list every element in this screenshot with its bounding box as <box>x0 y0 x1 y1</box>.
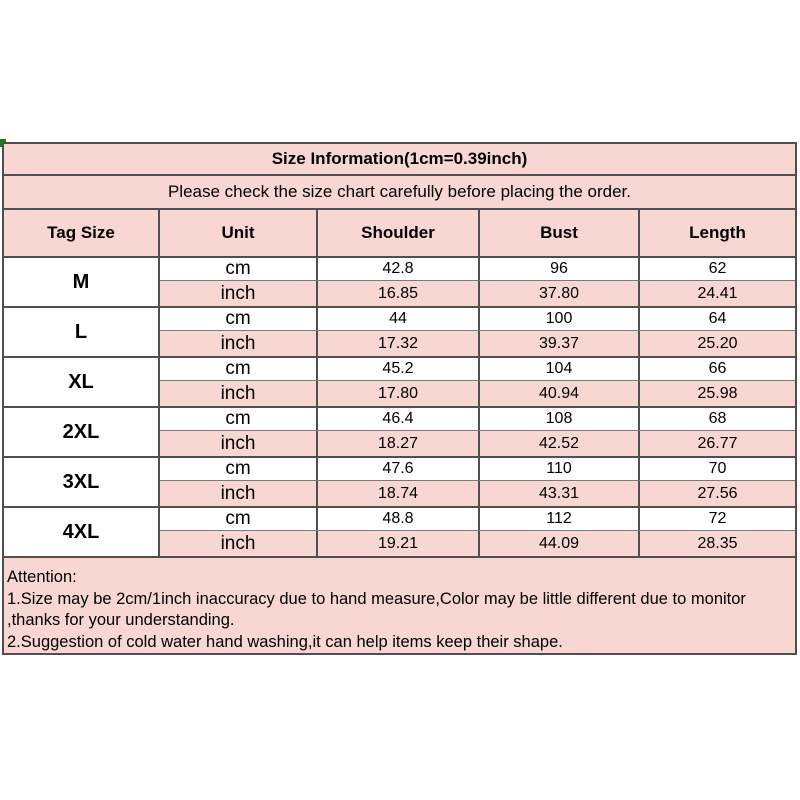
shoulder-value: 16.85 <box>318 281 480 306</box>
bust-value: 42.52 <box>480 431 640 456</box>
measurement-rows <box>160 258 795 306</box>
shoulder-value: 42.8 <box>318 258 480 280</box>
unit-cell: cm <box>160 358 318 380</box>
shoulder-value: 45.2 <box>318 358 480 380</box>
tag-size-cell: 2XL <box>4 408 160 456</box>
measurement-row-XL-inch <box>160 381 795 406</box>
shoulder-value: 17.32 <box>318 331 480 356</box>
length-value: 28.35 <box>697 534 738 552</box>
unit-cell: cm <box>160 458 318 480</box>
measurement-row-M-cm <box>160 258 795 281</box>
length-value: 26.77 <box>697 434 738 452</box>
table-body <box>4 258 795 558</box>
measurement-row-4XL-inch <box>160 531 795 556</box>
bust-value: 104 <box>480 358 640 380</box>
measurement-rows <box>160 408 795 456</box>
column-header-length: Length <box>689 223 746 242</box>
column-header-bust: Bust <box>480 210 640 256</box>
shoulder-value: 18.74 <box>318 481 480 506</box>
unit-cell: inch <box>160 481 318 506</box>
measurement-rows <box>160 458 795 506</box>
bust-value: 40.94 <box>480 381 640 406</box>
bust-value: 100 <box>480 308 640 330</box>
unit-cell: cm <box>160 408 318 430</box>
column-header-tag-size: Tag Size <box>4 210 160 256</box>
bust-value: 39.37 <box>480 331 640 356</box>
measurement-row-3XL-inch <box>160 481 795 506</box>
attention-note <box>4 558 795 653</box>
shoulder-value: 48.8 <box>318 508 480 530</box>
length-value: 62 <box>708 260 727 277</box>
attention-line-1: 1.Size may be 2cm/1inch inaccuracy due to hand measure,Color may be little different due to monitor <box>7 589 746 608</box>
attention-heading: Attention: <box>7 568 77 586</box>
unit-cell: inch <box>160 381 318 406</box>
shoulder-value: 17.80 <box>318 381 480 406</box>
tag-size-cell: M <box>4 258 160 306</box>
bust-value: 43.31 <box>480 481 640 506</box>
size-chart-table <box>2 142 797 655</box>
length-value: 68 <box>708 410 727 427</box>
bust-value: 108 <box>480 408 640 430</box>
tag-size-cell: 3XL <box>4 458 160 506</box>
shoulder-value: 19.21 <box>318 531 480 556</box>
unit-cell: inch <box>160 431 318 456</box>
bust-value: 44.09 <box>480 531 640 556</box>
measurement-row-L-inch <box>160 331 795 356</box>
measurement-row-XL-cm <box>160 358 795 381</box>
length-value: 25.98 <box>697 384 738 402</box>
shoulder-value: 47.6 <box>318 458 480 480</box>
unit-cell: inch <box>160 331 318 356</box>
table-subtitle: Please check the size chart carefully before placing the order. <box>4 176 795 210</box>
measurement-row-2XL-cm <box>160 408 795 431</box>
length-value: 64 <box>708 310 727 327</box>
unit-cell: inch <box>160 281 318 306</box>
length-value: 66 <box>708 360 727 377</box>
measurement-rows <box>160 358 795 406</box>
attention-line-3: 2.Suggestion of cold water hand washing,it can help items keep their shape. <box>7 632 563 651</box>
column-header-unit: Unit <box>160 210 318 256</box>
unit-cell: inch <box>160 531 318 556</box>
shoulder-value: 46.4 <box>318 408 480 430</box>
bust-value: 96 <box>480 258 640 280</box>
unit-cell: cm <box>160 258 318 280</box>
measurement-row-M-inch <box>160 281 795 306</box>
length-value: 72 <box>708 510 727 527</box>
size-group-4XL <box>4 508 795 558</box>
table-header-row <box>4 210 795 258</box>
tag-size-cell: XL <box>4 358 160 406</box>
size-group-L <box>4 308 795 358</box>
measurement-row-2XL-inch <box>160 431 795 456</box>
attention-line-2: ,thanks for your understanding. <box>7 611 235 629</box>
measurement-rows <box>160 308 795 356</box>
shoulder-value: 44 <box>318 308 480 330</box>
length-value: 70 <box>708 460 727 477</box>
measurement-row-4XL-cm <box>160 508 795 531</box>
length-value: 25.20 <box>697 334 738 352</box>
length-value: 24.41 <box>697 284 738 302</box>
table-title: Size Information(1cm=0.39inch) <box>4 144 795 176</box>
bust-value: 110 <box>480 458 640 480</box>
shoulder-value: 18.27 <box>318 431 480 456</box>
unit-cell: cm <box>160 508 318 530</box>
unit-cell: cm <box>160 308 318 330</box>
measurement-rows <box>160 508 795 556</box>
size-group-M <box>4 258 795 308</box>
size-group-XL <box>4 358 795 408</box>
bust-value: 112 <box>480 508 640 530</box>
tag-size-cell: L <box>4 308 160 356</box>
length-value: 27.56 <box>697 484 738 502</box>
tag-size-cell: 4XL <box>4 508 160 556</box>
bust-value: 37.80 <box>480 281 640 306</box>
measurement-row-L-cm <box>160 308 795 331</box>
size-group-3XL <box>4 458 795 508</box>
size-group-2XL <box>4 408 795 458</box>
column-header-shoulder: Shoulder <box>318 210 480 256</box>
measurement-row-3XL-cm <box>160 458 795 481</box>
